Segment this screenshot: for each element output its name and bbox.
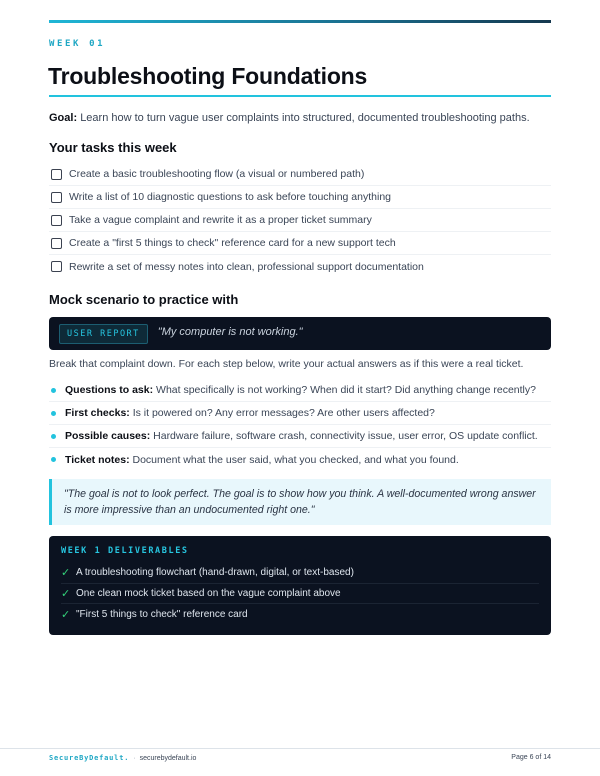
step-text: What specifically is not working? When did it start? Did anything change recently? xyxy=(156,384,536,396)
checkbox-icon[interactable] xyxy=(51,169,62,180)
checkbox-icon[interactable] xyxy=(51,215,62,226)
step-item xyxy=(49,448,551,471)
deliverables-title: WEEK 1 DELIVERABLES xyxy=(61,546,189,556)
bullet-dot-icon xyxy=(51,388,56,393)
bullet-dot-icon xyxy=(51,411,56,416)
task-text: Take a vague complaint and rewrite it as a proper ticket summary xyxy=(69,214,372,226)
checkmark-icon: ✓ xyxy=(61,587,71,600)
deliverable-text: "First 5 things to check" reference card xyxy=(76,608,248,620)
task-text: Create a "first 5 things to check" reference card for a new support tech xyxy=(69,237,396,249)
checkbox-icon[interactable] xyxy=(51,192,62,203)
top-accent-rule xyxy=(49,20,551,23)
tasks-heading: Your tasks this week xyxy=(49,140,177,155)
checkbox-icon[interactable] xyxy=(51,238,62,249)
step-text: Is it powered on? Any error messages? Are other users affected? xyxy=(132,407,435,419)
task-list xyxy=(49,163,551,278)
step-label: Questions to ask: xyxy=(65,384,154,396)
task-item[interactable] xyxy=(49,255,551,278)
task-item[interactable] xyxy=(49,186,551,209)
site-link[interactable]: securebydefault.io xyxy=(139,755,197,762)
insight-callout: "The goal is not to look perfect. The goal is to show how you think. A well-documented wrong answer is more impressive than an undocumented right one." xyxy=(49,479,551,525)
task-item[interactable] xyxy=(49,163,551,186)
week-label: WEEK 01 xyxy=(49,39,106,49)
scenario-heading: Mock scenario to practice with xyxy=(49,292,239,307)
user-report-badge: USER REPORT xyxy=(59,324,148,344)
bullet-dot-icon xyxy=(51,434,56,439)
deliverable-text: A troubleshooting flowchart (hand-drawn, digital, or text-based) xyxy=(76,567,354,579)
checkmark-icon: ✓ xyxy=(61,567,71,580)
step-item xyxy=(49,425,551,448)
deliverable-item xyxy=(61,563,539,584)
step-label: First checks: xyxy=(65,407,130,419)
scenario-steps xyxy=(49,379,551,471)
checkmark-icon: ✓ xyxy=(61,608,71,621)
checkbox-icon[interactable] xyxy=(51,261,62,272)
task-item[interactable] xyxy=(49,232,551,255)
deliverable-text: One clean mock ticket based on the vague complaint above xyxy=(76,587,341,599)
deliverable-item xyxy=(61,584,539,605)
task-text: Rewrite a set of messy notes into clean, professional support documentation xyxy=(69,260,424,273)
task-text: Create a basic troubleshooting flow (a visual or numbered path) xyxy=(69,168,365,180)
step-item xyxy=(49,379,551,402)
footer-rule xyxy=(0,748,600,749)
goal-statement xyxy=(49,112,530,124)
bullet-dot-icon xyxy=(51,457,56,462)
task-item[interactable] xyxy=(49,209,551,232)
user-report-panel xyxy=(49,317,551,350)
brand-name: SecureByDefault. xyxy=(49,754,130,762)
deliverable-item xyxy=(61,604,539,625)
step-item xyxy=(49,402,551,425)
deliverables-panel xyxy=(49,536,551,635)
footer-separator: · xyxy=(133,755,136,762)
step-label: Possible causes: xyxy=(65,430,151,442)
step-text: Hardware failure, software crash, connectivity issue, user error, OS update conflict. xyxy=(153,430,538,442)
goal-text: Learn how to turn vague user complaints into structured, documented troubleshooting paths. xyxy=(80,112,530,124)
step-text: Document what the user said, what you checked, and what you found. xyxy=(132,453,459,466)
deliverables-list xyxy=(61,563,539,625)
page-number: Page 6 of 14 xyxy=(511,754,551,761)
page-title: Troubleshooting Foundations xyxy=(48,63,368,89)
user-report-quote: "My computer is not working." xyxy=(157,325,303,338)
title-rule xyxy=(49,95,551,97)
footer-brand xyxy=(49,754,196,762)
step-label: Ticket notes: xyxy=(65,453,130,466)
task-text: Write a list of 10 diagnostic questions to ask before touching anything xyxy=(69,191,391,203)
scenario-intro: Break that complaint down. For each step below, write your actual answers as if this were a real ticket. xyxy=(49,358,524,370)
goal-label: Goal: xyxy=(49,112,78,124)
